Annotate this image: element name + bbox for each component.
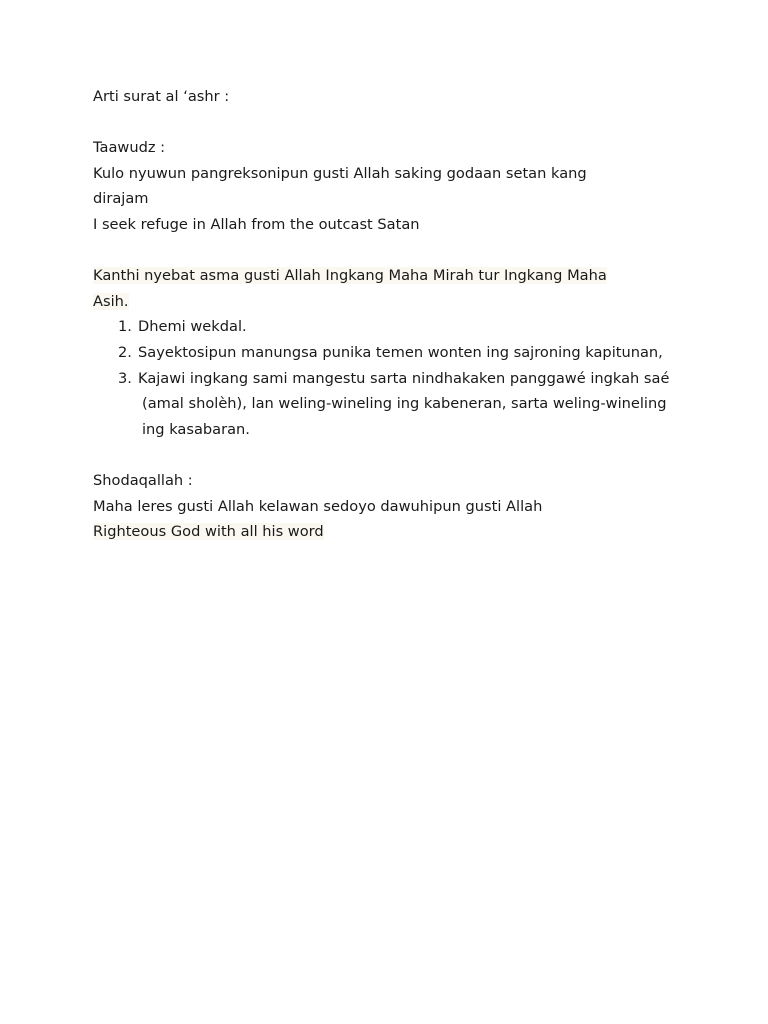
verse-number: 3. <box>118 369 132 387</box>
list-item <box>93 340 683 366</box>
shodaqallah-english <box>93 519 683 545</box>
taawudz-javanese-line1: Kulo nyuwun pangreksonipun gusti Allah saking godaan setan kang <box>93 164 587 182</box>
verse-list <box>93 314 683 442</box>
verse-text: Kajawi ingkang sami mangestu sarta nindhakaken panggawé ingkah saé (amal sholèh), lan weling-wineling ing kabeneran, sarta weling-wineling ing kasabaran. <box>138 369 670 438</box>
shodaqallah-heading: Shodaqallah : <box>93 471 193 489</box>
spacer <box>93 238 683 264</box>
document-title: Arti surat al ‘ashr : <box>93 88 230 105</box>
shodaqallah-javanese: Maha leres gusti Allah kelawan sedoyo dawuhipun gusti Allah <box>93 497 543 515</box>
taawudz-english: I seek refuge in Allah from the outcast Satan <box>93 215 420 233</box>
verse-number: 2. <box>118 343 132 361</box>
basmalah-line2-text: Asih. <box>93 292 129 310</box>
spacer <box>93 110 683 136</box>
document-content <box>93 84 683 545</box>
shodaqallah-english-text: Righteous God with all his word <box>93 523 324 541</box>
verse-text: Sayektosipun manungsa punika temen wonten ing sajroning kapitunan, <box>138 343 663 361</box>
spacer <box>93 442 683 468</box>
taawudz-heading: Taawudz : <box>93 139 166 157</box>
basmalah-line1-text: Kanthi nyebat asma gusti Allah Ingkang Maha Mirah tur Ingkang Maha <box>93 267 607 285</box>
taawudz-javanese-line2: dirajam <box>93 190 149 208</box>
basmalah-line2 <box>93 289 683 315</box>
list-item <box>93 314 683 340</box>
basmalah-line1 <box>93 263 683 289</box>
list-item <box>93 366 683 443</box>
verse-text: Dhemi wekdal. <box>138 318 247 336</box>
verse-number: 1. <box>118 318 132 336</box>
